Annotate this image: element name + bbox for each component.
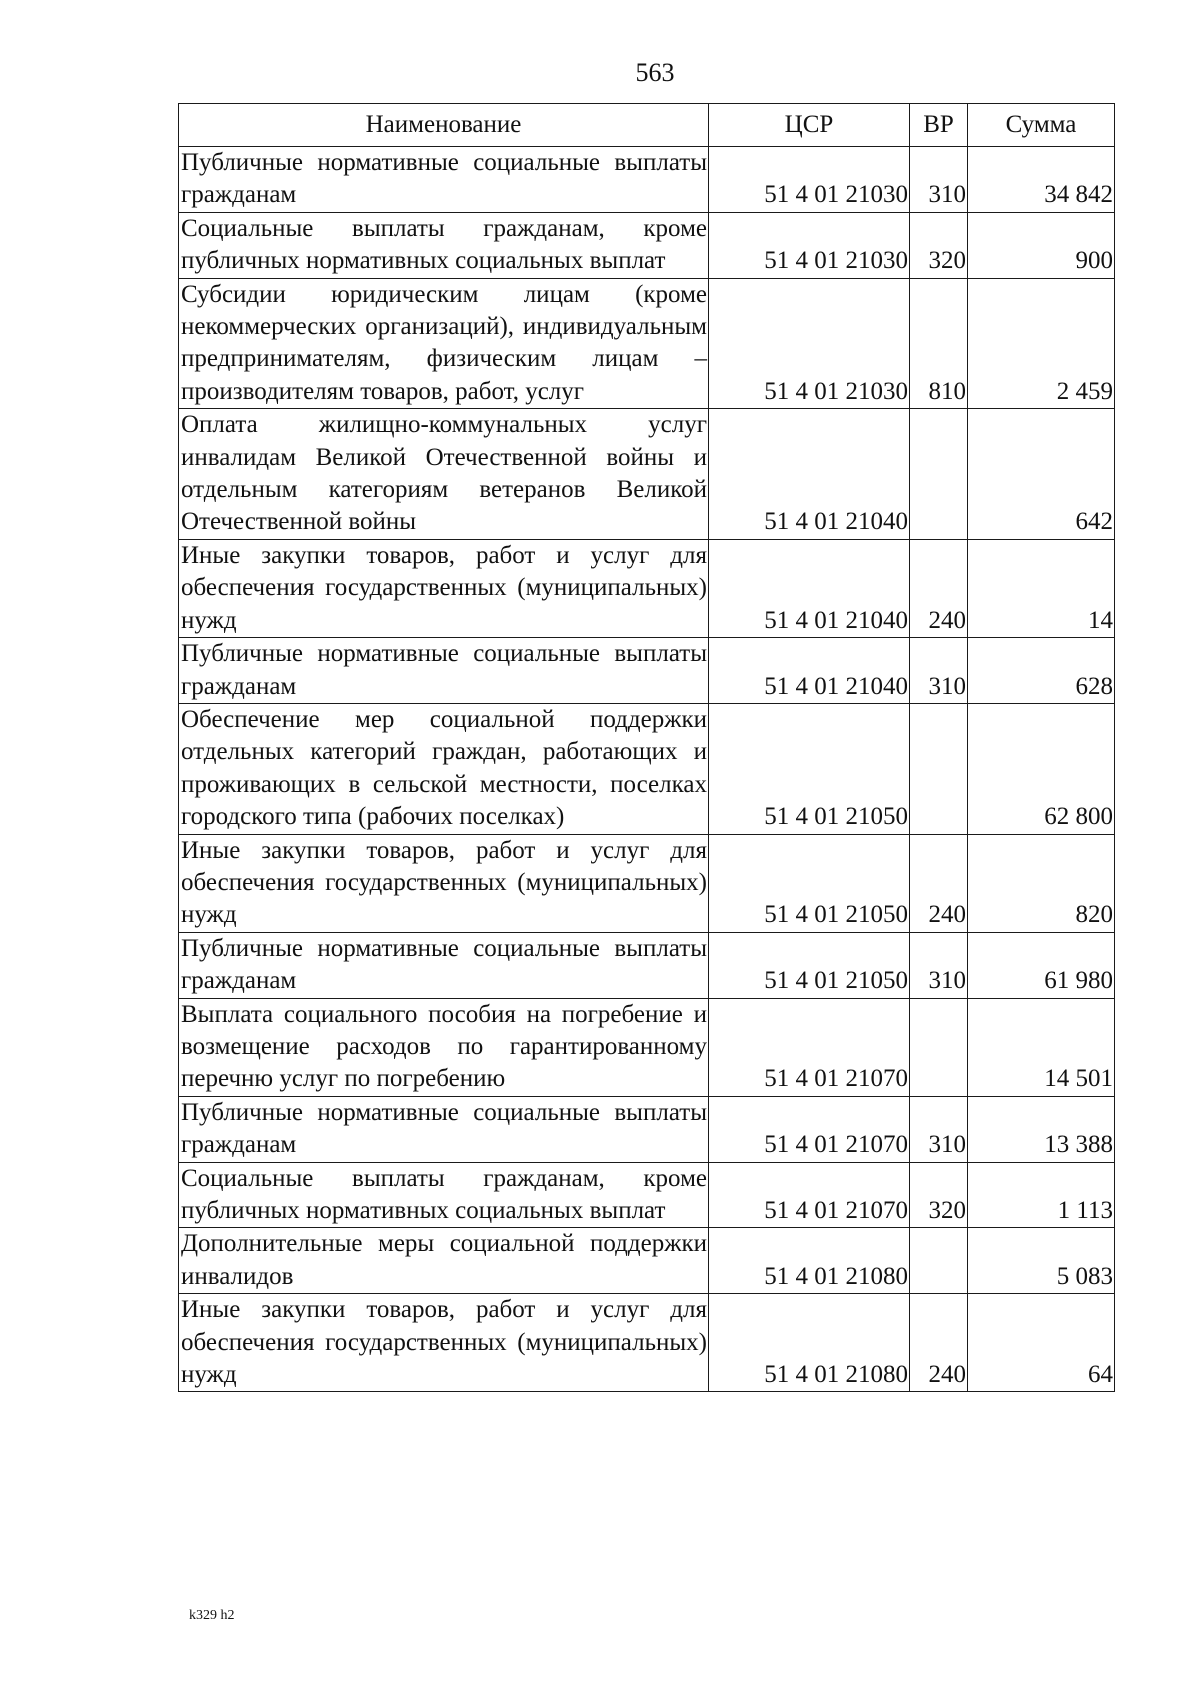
row-name-cell: Иные закупки товаров, работ и услуг для обеспечения государственных (муниципальных) нужд — [179, 539, 709, 637]
row-sum-cell: 1 113 — [968, 1162, 1115, 1228]
row-vr-cell: 320 — [910, 1162, 968, 1228]
table-row — [179, 932, 1115, 998]
row-vr-cell: 310 — [910, 638, 968, 704]
row-csr-cell: 51 4 01 21050 — [709, 703, 910, 834]
row-csr-cell: 51 4 01 21040 — [709, 638, 910, 704]
row-name-cell: Публичные нормативные социальные выплаты гражданам — [179, 932, 709, 998]
table-row — [179, 539, 1115, 637]
table-body — [179, 147, 1115, 1392]
row-sum-cell: 13 388 — [968, 1096, 1115, 1162]
row-vr-cell — [910, 703, 968, 834]
row-sum-cell: 61 980 — [968, 932, 1115, 998]
row-csr-cell: 51 4 01 21040 — [709, 409, 910, 540]
header-sum: Сумма — [968, 104, 1115, 147]
row-name-cell: Иные закупки товаров, работ и услуг для обеспечения государственных (муниципальных) нужд — [179, 1294, 709, 1392]
table-row — [179, 1162, 1115, 1228]
row-csr-cell: 51 4 01 21030 — [709, 278, 910, 409]
row-sum-cell: 628 — [968, 638, 1115, 704]
table-row — [179, 278, 1115, 409]
table-row — [179, 834, 1115, 932]
row-name-cell: Оплата жилищно-коммунальных услуг инвалидам Великой Отечественной войны и отдельным категориям ветеранов Великой Отечественной войны — [179, 409, 709, 540]
row-sum-cell: 642 — [968, 409, 1115, 540]
row-sum-cell: 64 — [968, 1294, 1115, 1392]
row-name-cell: Дополнительные меры социальной поддержки инвалидов — [179, 1228, 709, 1294]
row-vr-cell: 810 — [910, 278, 968, 409]
row-csr-cell: 51 4 01 21050 — [709, 834, 910, 932]
row-vr-cell: 310 — [910, 932, 968, 998]
row-csr-cell: 51 4 01 21040 — [709, 539, 910, 637]
row-csr-cell: 51 4 01 21070 — [709, 1096, 910, 1162]
table-row — [179, 409, 1115, 540]
row-name-cell: Публичные нормативные социальные выплаты гражданам — [179, 1096, 709, 1162]
row-name-cell: Публичные нормативные социальные выплаты гражданам — [179, 638, 709, 704]
table-row — [179, 998, 1115, 1096]
row-sum-cell: 2 459 — [968, 278, 1115, 409]
table-row — [179, 212, 1115, 278]
row-vr-cell: 240 — [910, 834, 968, 932]
row-csr-cell: 51 4 01 21080 — [709, 1228, 910, 1294]
row-name-cell: Социальные выплаты гражданам, кроме публичных нормативных социальных выплат — [179, 1162, 709, 1228]
row-csr-cell: 51 4 01 21070 — [709, 998, 910, 1096]
row-csr-cell: 51 4 01 21030 — [709, 147, 910, 213]
row-vr-cell — [910, 1228, 968, 1294]
row-name-cell: Иные закупки товаров, работ и услуг для обеспечения государственных (муниципальных) нужд — [179, 834, 709, 932]
row-csr-cell: 51 4 01 21050 — [709, 932, 910, 998]
page-number: 563 — [635, 58, 675, 87]
row-name-cell: Публичные нормативные социальные выплаты гражданам — [179, 147, 709, 213]
row-sum-cell: 14 — [968, 539, 1115, 637]
row-name-cell: Субсидии юридическим лицам (кроме некоммерческих организаций), индивидуальным предпринимателям, физическим лицам – производителям товаров, работ, услуг — [179, 278, 709, 409]
row-vr-cell — [910, 998, 968, 1096]
row-name-cell: Выплата социального пособия на погребение и возмещение расходов по гарантированному перечню услуг по погребению — [179, 998, 709, 1096]
row-vr-cell: 310 — [910, 1096, 968, 1162]
table-row — [179, 638, 1115, 704]
row-sum-cell: 900 — [968, 212, 1115, 278]
row-vr-cell — [910, 409, 968, 540]
row-csr-cell: 51 4 01 21030 — [709, 212, 910, 278]
row-sum-cell: 820 — [968, 834, 1115, 932]
table-header-row — [179, 104, 1115, 147]
header-csr: ЦСР — [709, 104, 910, 147]
row-name-cell: Социальные выплаты гражданам, кроме публичных нормативных социальных выплат — [179, 212, 709, 278]
row-sum-cell: 34 842 — [968, 147, 1115, 213]
footer-code: k329 h2 — [189, 1608, 235, 1623]
row-sum-cell: 14 501 — [968, 998, 1115, 1096]
table-row — [179, 1228, 1115, 1294]
row-vr-cell: 320 — [910, 212, 968, 278]
header-vr: ВР — [910, 104, 968, 147]
row-sum-cell: 62 800 — [968, 703, 1115, 834]
table-header — [179, 104, 1115, 147]
row-vr-cell: 240 — [910, 539, 968, 637]
table-row — [179, 147, 1115, 213]
row-sum-cell: 5 083 — [968, 1228, 1115, 1294]
row-csr-cell: 51 4 01 21080 — [709, 1294, 910, 1392]
header-name: Наименование — [179, 104, 709, 147]
table-row — [179, 703, 1115, 834]
table-row — [179, 1294, 1115, 1392]
row-csr-cell: 51 4 01 21070 — [709, 1162, 910, 1228]
row-name-cell: Обеспечение мер социальной поддержки отдельных категорий граждан, работающих и проживающих в сельской местности, поселках городского типа (рабочих поселках) — [179, 703, 709, 834]
row-vr-cell: 310 — [910, 147, 968, 213]
row-vr-cell: 240 — [910, 1294, 968, 1392]
budget-table — [178, 103, 1115, 1392]
table-row — [179, 1096, 1115, 1162]
